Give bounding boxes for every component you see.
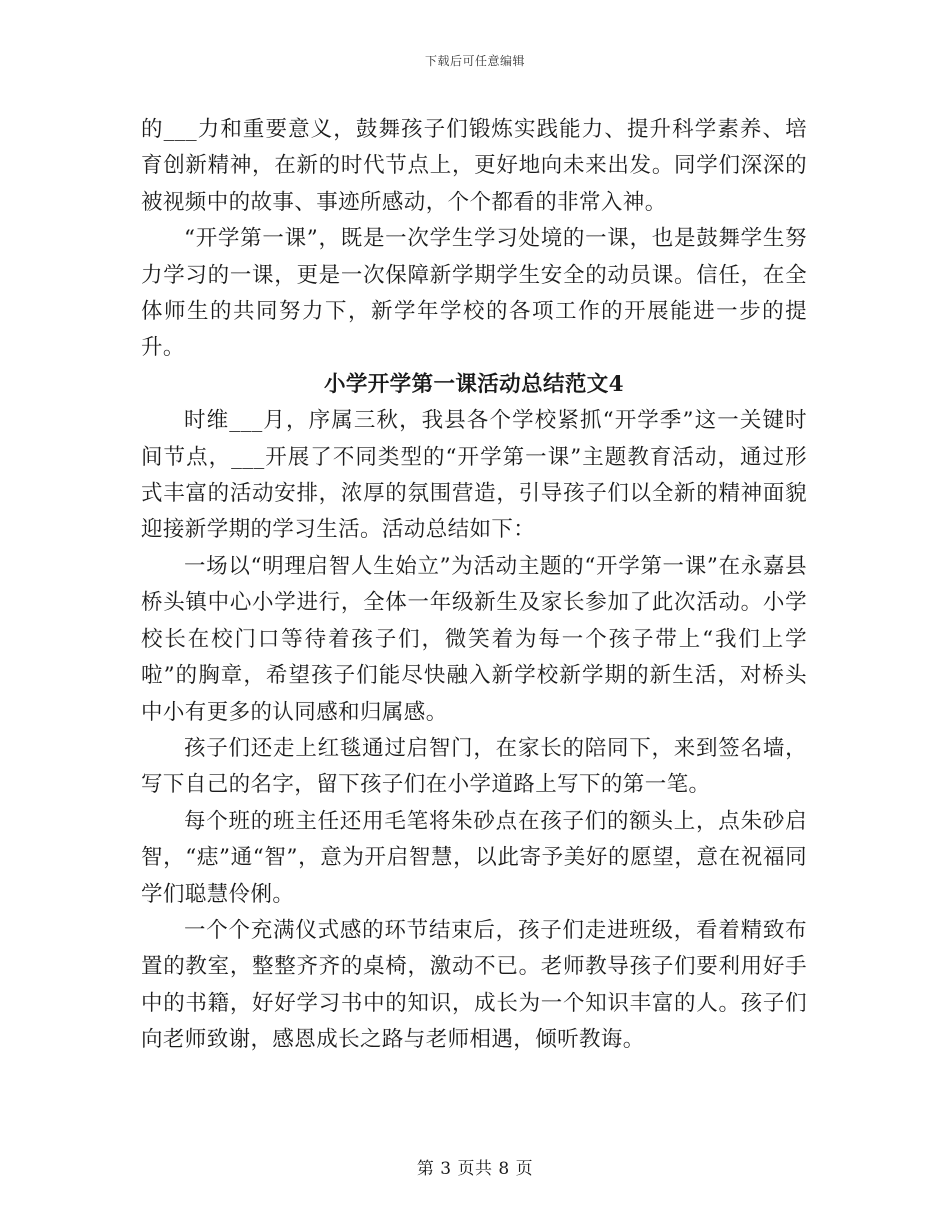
page-number-footer: 第 3 页共 8 页 — [416, 1159, 534, 1179]
paragraph-cinnabar: 每个班的班主任还用毛笔将朱砂点在孩子们的额头上，点朱砂启智，“痣”通“智”，意为开启智慧，以此寄予美好的愿望，意在祝福同学们聪慧伶俐。 — [141, 808, 807, 907]
paragraph-red-carpet: 孩子们还走上红毯通过启智门，在家长的陪同下，来到签名墙，写下自己的名字，留下孩子们在小学道路上写下的第一笔。 — [141, 735, 807, 798]
paragraph-classroom: 一个个充满仪式感的环节结束后，孩子们走进班级，看着精致布置的教室，整整齐齐的桌椅，激动不已。老师教导孩子们要利用好手中的书籍，好好学习书中的知识，成长为一个知识丰富的人。孩子们向老师致谢，感恩成长之路与老师相遇，倾听教诲。 — [141, 917, 807, 1053]
document-body — [141, 112, 807, 1059]
paragraph-summary: “开学第一课”，既是一次学生学习处境的一课，也是鼓舞学生努力学习的一课，更是一次保障新学期学生安全的动员课。信任，在全体师生的共同努力下，新学年学校的各项工作的开展能进一步的提升。 — [141, 226, 807, 361]
section-title: 小学开学第一课活动总结范文4 — [323, 371, 625, 397]
paragraph-event: 一场以“明理启智人生始立”为活动主题的“开学第一课”在永嘉县桥头镇中心小学进行，全体一年级新生及家长参加了此次活动。小学校长在校门口等待着孩子们，微笑着为每一个孩子带上“我们上学啦”的胸章，希望孩子们能尽快融入新学校新学期的新生活，对桥头中小有更多的认同感和归属感。 — [141, 553, 807, 725]
header-note: 下载后可任意编辑 — [424, 54, 525, 68]
paragraph-intro: 时维___月，序属三秋，我县各个学校紧抓“开学季”这一关键时间节点，___开展了不同类型的“开学第一课”主题教育活动，通过形式丰富的活动安排，浓厚的氛围营造，引导孩子们以全新的精神面貌迎接新学期的学习生活。活动总结如下： — [141, 408, 807, 543]
paragraph-continuation: 的___力和重要意义，鼓舞孩子们锻炼实践能力、提升科学素养、培育创新精神，在新的时代节点上，更好地向未来出发。同学们深深的被视频中的故事、事迹所感动，个个都看的非常入神。 — [141, 117, 807, 215]
